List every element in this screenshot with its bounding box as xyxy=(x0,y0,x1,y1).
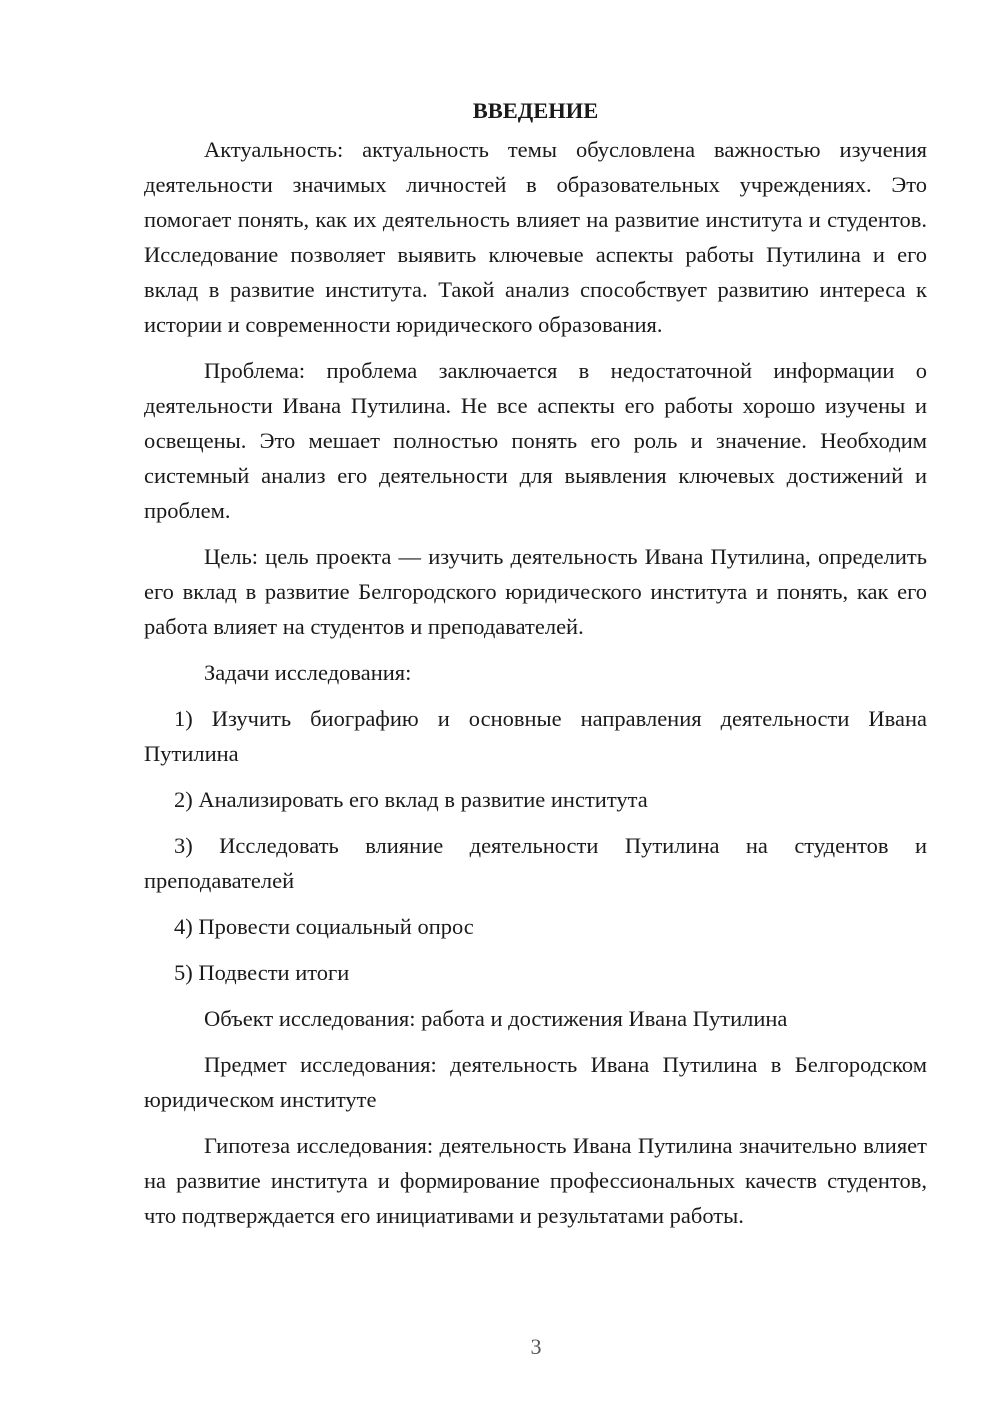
page-content xyxy=(144,94,927,1244)
subject-paragraph: Предмет исследования: деятельность Ивана Путилина в Белгородском юридическом институте xyxy=(144,1052,927,1112)
problem-paragraph: Проблема: проблема заключается в недостаточной информации о деятельности Ивана Путилина. Не все аспекты его работы хорошо изучены и освещены. Это мешает полностью понять его роль и значение. Необходим системный анализ его деятельности для выявления ключевых достижений и проблем. xyxy=(144,358,927,523)
task-item: 3) Исследовать влияние деятельности Путилина на студентов и преподавателей xyxy=(144,833,927,893)
object-paragraph: Объект исследования: работа и достижения Ивана Путилина xyxy=(204,1006,788,1031)
goal-paragraph: Цель: цель проекта — изучить деятельность Ивана Путилина, определить его вклад в развитие Белгородского юридического института и понять, как его работа влияет на студентов и преподавателей. xyxy=(144,544,927,639)
task-item: 1) Изучить биографию и основные направления деятельности Ивана Путилина xyxy=(144,706,927,766)
relevance-paragraph: Актуальность: актуальность темы обусловлена важностью изучения деятельности значимых личностей в образовательных учреждениях. Это помогает понять, как их деятельность влияет на развитие института и студентов. Исследование позволяет выявить ключевые аспекты работы Путилина и его вклад в развитие института. Такой анализ способствует развитию интереса к истории и современности юридического образования. xyxy=(144,137,927,337)
page-number: 3 xyxy=(530,1334,542,1359)
task-item: 5) Подвести итоги xyxy=(174,960,350,985)
tasks-title: Задачи исследования: xyxy=(204,660,412,685)
task-item: 2) Анализировать его вклад в развитие института xyxy=(174,787,648,812)
section-heading: ВВЕДЕНИЕ xyxy=(472,98,599,123)
task-item: 4) Провести социальный опрос xyxy=(174,914,474,939)
hypothesis-paragraph: Гипотеза исследования: деятельность Ивана Путилина значительно влияет на развитие института и формирование профессиональных качеств студентов, что подтверждается его инициативами и результатами работы. xyxy=(144,1133,927,1228)
